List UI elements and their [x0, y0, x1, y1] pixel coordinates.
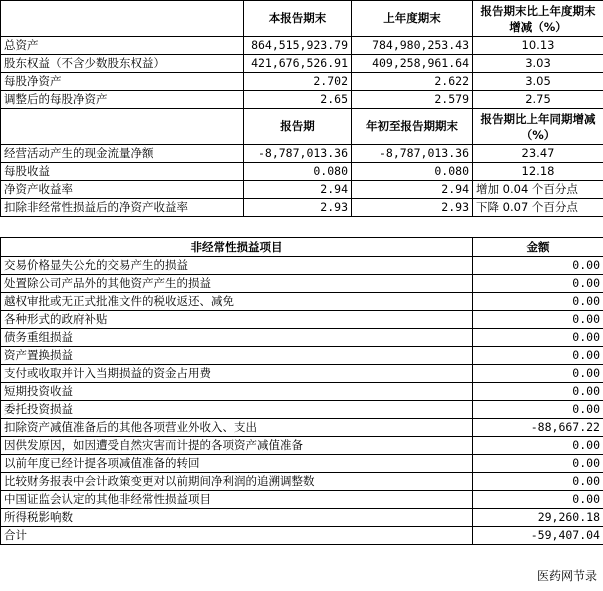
- table-row: [1, 401, 603, 419]
- item-amount: 0.00: [473, 311, 603, 329]
- financial-summary-table: [0, 0, 603, 217]
- item-amount: 0.00: [473, 455, 603, 473]
- table-row: [1, 383, 603, 401]
- row-label: 总资产: [1, 37, 244, 55]
- row-value-c: 10.13: [473, 37, 603, 55]
- item-label: 委托投资损益: [1, 401, 473, 419]
- items-header-label: 非经常性损益项目: [1, 238, 473, 257]
- summary-header-row-2: [1, 109, 603, 145]
- row-value-b: 409,258,961.64: [352, 55, 473, 73]
- table-row: [1, 199, 603, 217]
- row-value-b: 784,980,253.43: [352, 37, 473, 55]
- item-amount: 0.00: [473, 491, 603, 509]
- table-row: [1, 311, 603, 329]
- item-amount: 0.00: [473, 437, 603, 455]
- row-value-b: 2.622: [352, 73, 473, 91]
- row-value-c: 12.18: [473, 163, 603, 181]
- item-label: 短期投资收益: [1, 383, 473, 401]
- table-row: [1, 145, 603, 163]
- table-row: [1, 73, 603, 91]
- table-row: [1, 293, 603, 311]
- row-value-b: 2.94: [352, 181, 473, 199]
- row-value-a: 0.080: [244, 163, 352, 181]
- item-label: 扣除资产减值准备后的其他各项营业外收入、支出: [1, 419, 473, 437]
- item-amount: 0.00: [473, 365, 603, 383]
- non-recurring-items-table: [0, 237, 603, 545]
- row-value-b: 0.080: [352, 163, 473, 181]
- item-label: 各种形式的政府补贴: [1, 311, 473, 329]
- summary-header-col-c: 报告期末比上年度期末增减（%）: [473, 1, 603, 37]
- item-label: 合计: [1, 527, 473, 545]
- row-value-a: 2.94: [244, 181, 352, 199]
- row-label: 扣除非经常性损益后的净资产收益率: [1, 199, 244, 217]
- item-amount: 0.00: [473, 293, 603, 311]
- row-value-c: 增加 0.04 个百分点: [473, 181, 603, 199]
- item-label: 比较财务报表中会计政策变更对以前期间净利润的追溯调整数: [1, 473, 473, 491]
- item-label: 以前年度已经计提各项减值准备的转回: [1, 455, 473, 473]
- row-value-c: 3.03: [473, 55, 603, 73]
- item-label: 交易价格显失公允的交易产生的损益: [1, 257, 473, 275]
- table-row: [1, 491, 603, 509]
- table-row: [1, 91, 603, 109]
- table-row: [1, 329, 603, 347]
- table-row: [1, 473, 603, 491]
- table-row: [1, 37, 603, 55]
- table-row: [1, 527, 603, 545]
- item-amount: 0.00: [473, 329, 603, 347]
- row-label: 净资产收益率: [1, 181, 244, 199]
- table-row: [1, 55, 603, 73]
- item-label: 因供发原因，如因遭受自然灾害而计提的各项资产减值准备: [1, 437, 473, 455]
- item-amount: 0.00: [473, 275, 603, 293]
- item-label: 资产置换损益: [1, 347, 473, 365]
- item-amount: -59,407.04: [473, 527, 603, 545]
- row-value-c: 23.47: [473, 145, 603, 163]
- table-row: [1, 365, 603, 383]
- row-value-a: -8,787,013.36: [244, 145, 352, 163]
- row-value-a: 2.702: [244, 73, 352, 91]
- table-row: [1, 163, 603, 181]
- table-row: [1, 509, 603, 527]
- row-value-a: 421,676,526.91: [244, 55, 352, 73]
- row-label: 股东权益（不含少数股东权益）: [1, 55, 244, 73]
- item-amount: 0.00: [473, 401, 603, 419]
- row-value-c: 3.05: [473, 73, 603, 91]
- item-label: 所得税影响数: [1, 509, 473, 527]
- item-amount: 0.00: [473, 347, 603, 365]
- summary-header-blank: [1, 1, 244, 37]
- item-amount: 0.00: [473, 473, 603, 491]
- row-value-b: 2.93: [352, 199, 473, 217]
- summary-header2-col-a: 报告期: [244, 109, 352, 145]
- summary-header-col-a: 本报告期末: [244, 1, 352, 37]
- summary-header-blank-2: [1, 109, 244, 145]
- row-value-a: 864,515,923.79: [244, 37, 352, 55]
- item-amount: 0.00: [473, 257, 603, 275]
- table-row: [1, 455, 603, 473]
- row-value-b: 2.579: [352, 91, 473, 109]
- row-value-c: 下降 0.07 个百分点: [473, 199, 603, 217]
- item-amount: -88,667.22: [473, 419, 603, 437]
- table-row: [1, 347, 603, 365]
- table-row: [1, 257, 603, 275]
- row-value-a: 2.93: [244, 199, 352, 217]
- row-label: 调整后的每股净资产: [1, 91, 244, 109]
- source-footer: 医药网节录: [536, 569, 597, 583]
- row-label: 每股净资产: [1, 73, 244, 91]
- table-row: [1, 275, 603, 293]
- table-row: [1, 437, 603, 455]
- item-label: 支付或收取并计入当期损益的资金占用费: [1, 365, 473, 383]
- summary-header-row: [1, 1, 603, 37]
- items-header-amount: 金额: [473, 238, 603, 257]
- item-label: 中国证监会认定的其他非经常性损益项目: [1, 491, 473, 509]
- item-label: 处置除公司产品外的其他资产产生的损益: [1, 275, 473, 293]
- summary-header2-col-c: 报告期比上年同期增减（%）: [473, 109, 603, 145]
- summary-header-col-b: 上年度期末: [352, 1, 473, 37]
- item-label: 越权审批或无正式批准文件的税收返还、减免: [1, 293, 473, 311]
- row-value-b: -8,787,013.36: [352, 145, 473, 163]
- row-value-c: 2.75: [473, 91, 603, 109]
- table-row: [1, 419, 603, 437]
- items-header-row: [1, 238, 603, 257]
- row-label: 每股收益: [1, 163, 244, 181]
- row-label: 经营活动产生的现金流量净额: [1, 145, 244, 163]
- item-amount: 29,260.18: [473, 509, 603, 527]
- table-row: [1, 181, 603, 199]
- summary-header2-col-b: 年初至报告期期末: [352, 109, 473, 145]
- item-amount: 0.00: [473, 383, 603, 401]
- item-label: 债务重组损益: [1, 329, 473, 347]
- row-value-a: 2.65: [244, 91, 352, 109]
